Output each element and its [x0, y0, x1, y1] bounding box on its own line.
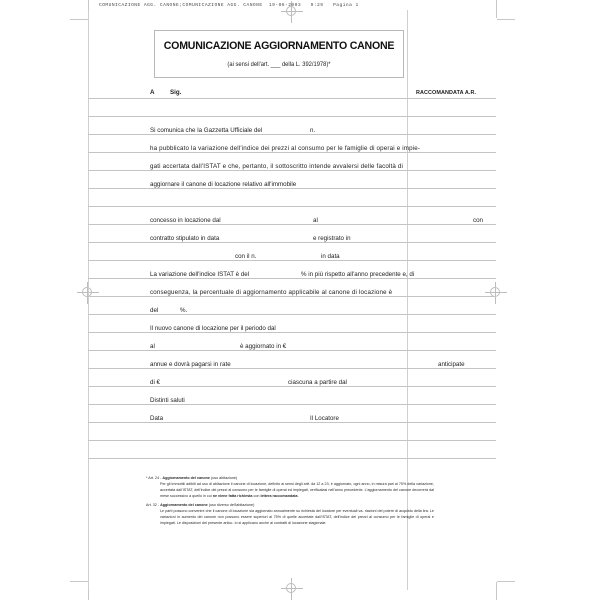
- rule-line: [88, 98, 496, 99]
- rule-line: [88, 242, 496, 243]
- body-line-text: Distinti saluti: [150, 397, 185, 404]
- rule-line: [88, 260, 496, 261]
- footnote-scope: (uso abitazione): [209, 476, 238, 480]
- footnote-art-24: [146, 476, 434, 499]
- rule-line: [88, 152, 496, 153]
- rule-line: [88, 332, 496, 333]
- body-line-text: ciascuna a partire dal: [288, 379, 347, 386]
- body-line-text: con: [473, 217, 484, 224]
- rule-line: [88, 422, 496, 423]
- footnote-paragraph: Per gli immobili adibiti ad uso di abitazione il canone di locazione, definito ai sensi degli artt. da 12 a 23, è aggiornato, ogni: [160, 481, 361, 486]
- sheet-edge-left: [88, 10, 89, 590]
- plate-header-strip: COMUNICAZIONE AGG. CANONE;COMUNICAZIONE AGG. CANONE 19-06-2003 9:29 Pagina 1: [99, 3, 359, 8]
- footnote-paragraph: anno, in misura pari al 75% della variazione, accertata dall'ISTAT, dell'indice dei prezzi al consumo per le famiglie di operai: [160, 481, 434, 492]
- rule-line: [88, 116, 496, 117]
- footnote-tail-mid: con: [252, 493, 261, 498]
- rule-line: [88, 206, 496, 207]
- body-line-text: annue e dovrà pagarsi in rate: [150, 361, 231, 368]
- footnote-article: Art. 32 -: [146, 503, 161, 508]
- footnote-tail-end: .: [297, 493, 299, 498]
- body-line-text: di €: [150, 379, 161, 386]
- rule-line: [88, 134, 496, 135]
- rule-line: [88, 386, 496, 387]
- body-line-text: Si comunica che la Gazzetta Ufficiale del: [150, 127, 263, 134]
- rule-line: [88, 278, 496, 279]
- footnote-scope: (uso diverso dell'abitazione): [207, 503, 255, 508]
- addressee-sig-label: Sig.: [170, 89, 182, 96]
- body-line-text: con il n.: [235, 253, 257, 260]
- body-line-text: concesso in locazione dal: [150, 217, 221, 224]
- rule-line: [88, 458, 496, 459]
- document-title: COMUNICAZIONE AGGIORNAMENTO CANONE: [163, 40, 395, 52]
- body-line-text: Data: [150, 415, 164, 422]
- body-line-text: Il Locatore: [310, 415, 339, 422]
- rule-line: [88, 314, 496, 315]
- footnote-bold-ne: ne: [212, 493, 217, 498]
- footnote-art-32-body: [160, 509, 434, 527]
- body-line-text: % in più rispetto all'anno precedente e, di: [301, 271, 415, 278]
- body-line-text: al: [150, 343, 155, 350]
- footnote-paragraph: lo si applicano anche ai contratti di locazione stagionale.: [234, 520, 327, 525]
- rule-line: [88, 350, 496, 351]
- crop-mark-top-right-horizontal: [497, 19, 515, 20]
- footnote-paragraph: ed impiegati, verificatasi nell'anno precedente. L'aggiornamento del canone decorrerà dal mese successivo a quello in cui: [160, 487, 435, 498]
- footnote-bold-raccomandata: lettera raccomandata: [260, 493, 298, 498]
- body-line-text: contratto stipulato in data: [150, 235, 220, 242]
- footnote-art-24-body: [160, 482, 434, 500]
- footnote-paragraph: riazioni del potere di acquisto della lira. Le variazioni in aumento del canone non possono essere superiori al 75% di quelle: [160, 509, 434, 520]
- rule-line: [88, 224, 496, 225]
- body-line-text: al: [313, 217, 318, 224]
- body-line-text: conseguenza, la percentuale di aggiornamento applicabile al canone di locazione è: [150, 289, 393, 296]
- crop-mark-top-right-vertical: [496, 0, 497, 18]
- crop-mark-bottom-right-horizontal: [497, 581, 515, 582]
- rule-line: [88, 440, 496, 441]
- body-line-text: ha pubblicato la variazione dell'indice dei prezzi al consumo per le famiglie di operai e impie-: [150, 145, 421, 152]
- footnote-marker: *: [146, 476, 148, 480]
- delivery-note: RACCOMANDATA A.R.: [416, 90, 477, 96]
- footnote-paragraph: accertate dall'ISTAT, dell'indice dei prezzi al consumo per le famiglie di operai e impiegati. Le disposizioni del presente artico-: [160, 515, 434, 525]
- crop-mark-bottom-left-horizontal: [70, 581, 88, 582]
- body-line-text: Il nuovo canone di locazione per il periodo dal: [150, 325, 276, 332]
- footnotes-section: [146, 476, 434, 531]
- footnote-paragraph: Le parti possono convenire che il canone di locazione sia aggiornato annualmente su richiesta del locatore per eventuali va-: [160, 509, 364, 514]
- footnote-article: Art. 24 -: [148, 476, 163, 480]
- rule-line: [88, 368, 496, 369]
- rule-line: [88, 296, 496, 297]
- body-line-text: gati accertata dall'ISTAT e che, pertanto, il sottoscritto intende avvalersi delle facoltà di: [150, 163, 404, 170]
- footnote-title: Aggiornamento del canone: [162, 476, 210, 480]
- footnote-title: Aggiornamento del canone: [160, 503, 208, 508]
- body-line-text: in data: [321, 253, 340, 260]
- body-line-text: %.: [180, 307, 188, 314]
- rule-line: [88, 404, 496, 405]
- body-line-text: aggiornare il canone di locazione relativo all'immobile: [150, 181, 297, 188]
- body-line-text: del: [150, 307, 159, 314]
- rule-line: [88, 170, 496, 171]
- rule-line: [88, 188, 496, 189]
- crop-mark-bottom-right-vertical: [496, 582, 497, 600]
- footnote-art-32: [146, 503, 434, 526]
- body-line-text: è aggiornato in €: [240, 343, 287, 350]
- title-box: [154, 30, 404, 78]
- crop-mark-top-left-horizontal: [70, 19, 88, 20]
- body-line-text: anticipate: [438, 361, 465, 368]
- document-sheet: [88, 10, 496, 590]
- footnote-bold-richiesta: viene fatta richiesta: [218, 493, 253, 498]
- body-line-text: n.: [310, 127, 316, 134]
- addressee-to-label: A: [150, 89, 155, 96]
- body-line-text: e registrato in: [313, 235, 351, 242]
- document-subtitle: (ai sensi dell'art. ___ della L. 392/1978)*: [227, 61, 331, 68]
- body-line-text: La variazione dell'indice ISTAT è del: [150, 271, 250, 278]
